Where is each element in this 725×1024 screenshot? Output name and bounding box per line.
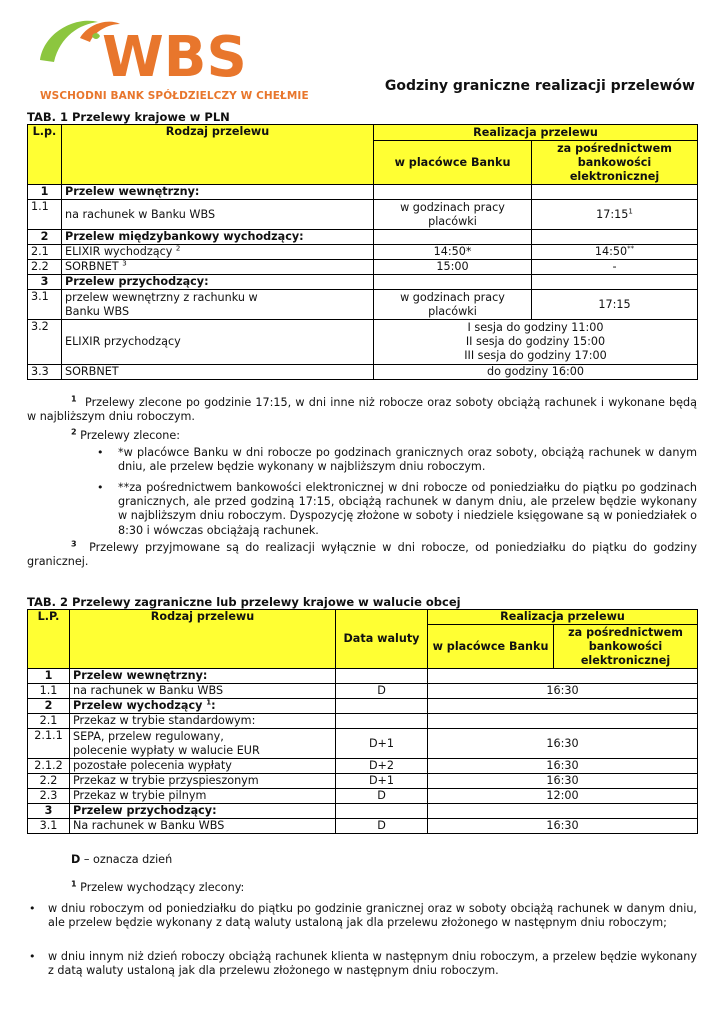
footnote-2: $^2$ Przelewy zlecone:: [71, 427, 180, 442]
table-cell-lp: 3.2: [28, 320, 62, 365]
table-cell-lp: 1: [28, 669, 70, 684]
table-cell-branch: 15:00: [374, 260, 532, 275]
table-cell-electronic: 14:50**: [532, 245, 698, 260]
table-cell-type: Przelew wewnętrzny:: [70, 669, 336, 684]
note-1: $^1$ Przelew wychodzący zlecony:: [71, 879, 245, 894]
table-cell-electronic: -: [532, 260, 698, 275]
table-cell-type: Przelew międzybankowy wychodzący:: [62, 230, 374, 245]
note-1-bullet: w dniu roboczym od poniedziałku do piątku po godzinie granicznej oraz w soboty obciążą rachunek w danym dniu, ale przelew będzie wykonany z datą waluty ustaloną jak dla przelewu złożonego w następnym dniu roboczym;: [48, 902, 697, 930]
table-cell-type: ELIXIR wychodzący $^2$: [62, 245, 374, 260]
table-cell-lp: 2.1: [28, 714, 70, 729]
table-cell-type: Przelew wychodzący $^1$:: [70, 699, 336, 714]
table-cell-type: Przekaz w trybie pilnym: [70, 789, 336, 804]
table-cell-lp: 1: [28, 185, 62, 200]
footnote-1: $^1$ Przelewy zlecone po godzinie 17:15, w dni inne niż robocze oraz soboty obciążą rachunek i wykonane będą w najbliższym dniu roboczym.: [27, 394, 697, 424]
table-cell-merged: do godziny 16:00: [374, 365, 698, 380]
tab1-header-lp: L.p.: [28, 125, 62, 185]
table-cell-date: D: [336, 819, 428, 834]
table-cell-branch: 14:50*: [374, 245, 532, 260]
bullet-icon: •: [29, 902, 36, 915]
table-cell-date: D: [336, 789, 428, 804]
table-cell-lp: 2.2: [28, 774, 70, 789]
footnote-2-bullet: *w placówce Banku w dni robocze po godzinach granicznych oraz soboty, obciążą rachunek w danym dniu, ale przelew będzie wykonany w najbliższym dniu roboczym.: [118, 446, 697, 474]
table-cell-time: 12:00: [428, 789, 698, 804]
table-cell-type: Przekaz w trybie standardowym:: [70, 714, 336, 729]
tab2-header-type: Rodzaj przelewu: [70, 610, 336, 669]
bullet-icon: •: [97, 446, 104, 459]
table-cell-date: D+1: [336, 729, 428, 759]
table-cell-type: pozostałe polecenia wypłaty: [70, 759, 336, 774]
table-cell-lp: 2.3: [28, 789, 70, 804]
table-cell-time: 16:30: [428, 819, 698, 834]
tab2-header-realization: Realizacja przelewu: [428, 610, 698, 625]
table-cell-type: Przelew przychodzący:: [62, 275, 374, 290]
bullet-icon: •: [97, 481, 104, 494]
table-cell-date: D+1: [336, 774, 428, 789]
tab1-title: TAB. 1 Przelewy krajowe w PLN: [27, 110, 230, 124]
table-cell-branch: w godzinach pracy placówki: [374, 200, 532, 230]
table-cell-type: Przekaz w trybie przyspieszonym: [70, 774, 336, 789]
table-cell-type: ELIXIR przychodzący: [62, 320, 374, 365]
table-cell-date: D: [336, 684, 428, 699]
note-d-definition: D – oznacza dzień: [71, 853, 173, 866]
tab1-table: [27, 124, 698, 380]
table-cell-lp: 2: [28, 230, 62, 245]
bank-name: WSCHODNI BANK SPÓŁDZIELCZY W CHEŁMIE: [40, 90, 309, 102]
bank-logo: [36, 10, 309, 102]
table-cell-lp: 2.1.2: [28, 759, 70, 774]
tab2-header-currency-date: Data waluty: [336, 610, 428, 669]
note-1-bullet: w dniu innym niż dzień roboczy obciążą rachunek klienta w następnym dniu roboczym, a przelew będzie wykonany z datą waluty ustaloną jak dla przelewu złożonego w następnym dniu roboczym.: [48, 950, 697, 978]
table-cell-type: Przelew wewnętrzny:: [62, 185, 374, 200]
table-cell-type: Przelew przychodzący:: [70, 804, 336, 819]
tab1-header-electronic: za pośrednictwem bankowości elektronicznej: [532, 141, 698, 185]
page-title: Godziny graniczne realizacji przelewów: [384, 78, 695, 94]
table-cell-type: na rachunek w Banku WBS: [62, 200, 374, 230]
table-cell-lp: 2: [28, 699, 70, 714]
bullet-icon: •: [29, 950, 36, 963]
tab1-header-branch: w placówce Banku: [374, 141, 532, 185]
table-cell-time: 16:30: [428, 774, 698, 789]
tab2-header-branch: w placówce Banku: [428, 625, 554, 669]
table-cell-type: SORBNET $^3$: [62, 260, 374, 275]
table-cell-lp: 1.1: [28, 200, 62, 230]
tab2-title: TAB. 2 Przelewy zagraniczne lub przelewy krajowe w walucie obcej: [27, 595, 461, 609]
table-cell-lp: 3.1: [28, 819, 70, 834]
table-cell-merged: I sesja do godziny 11:00 II sesja do godziny 15:00 III sesja do godziny 17:00: [374, 320, 698, 365]
table-cell-type: SEPA, przelew regulowany, polecenie wypłaty w walucie EUR: [70, 729, 336, 759]
table-cell-lp: 2.1.1: [28, 729, 70, 759]
table-cell-lp: 3: [28, 275, 62, 290]
footnote-2-bullet: **za pośrednictwem bankowości elektronicznej w dni robocze od poniedziałku do piątku po godzinach granicznych, ale przed godziną 17:15, obciążą rachunek w danym dniu, ale przelew będzie wykonany w najbliższym dniu roboczym. Dyspozycję złożone w soboty i niedziele księgowane są w poniedziałek o 8:30 i wówczas obciążają rachunek.: [118, 481, 697, 537]
table-cell-type: Na rachunek w Banku WBS: [70, 819, 336, 834]
tab2-header-lp: L.P.: [28, 610, 70, 669]
footnote-3: $^3$ Przelewy przyjmowane są do realizacji wyłącznie w dni robocze, od poniedziałku do piątku do godziny granicznej.: [27, 539, 697, 569]
svg-text:WBS: WBS: [102, 25, 247, 88]
table-cell-time: 16:30: [428, 684, 698, 699]
table-cell-lp: 3.3: [28, 365, 62, 380]
tab2-table: [27, 609, 698, 834]
table-cell-time: 16:30: [428, 729, 698, 759]
table-cell-electronic: 17:15: [532, 290, 698, 320]
table-cell-lp: 3.1: [28, 290, 62, 320]
table-cell-date: D+2: [336, 759, 428, 774]
table-cell-time: 16:30: [428, 759, 698, 774]
tab1-header-type: Rodzaj przelewu: [62, 125, 374, 185]
table-cell-lp: 1.1: [28, 684, 70, 699]
table-cell-lp: 2.2: [28, 260, 62, 275]
table-cell-type: SORBNET: [62, 365, 374, 380]
table-cell-type: przelew wewnętrzny z rachunku w Banku WBS: [62, 290, 374, 320]
tab2-header-electronic: za pośrednictwem bankowości elektronicznej: [554, 625, 698, 669]
table-cell-branch: w godzinach pracy placówki: [374, 290, 532, 320]
table-cell-type: na rachunek w Banku WBS: [70, 684, 336, 699]
table-cell-electronic: $17:15^1$: [532, 200, 698, 230]
table-cell-lp: 3: [28, 804, 70, 819]
tab1-header-realization: Realizacja przelewu: [374, 125, 698, 141]
table-cell-lp: 2.1: [28, 245, 62, 260]
logo-swoosh-icon: [36, 10, 296, 88]
